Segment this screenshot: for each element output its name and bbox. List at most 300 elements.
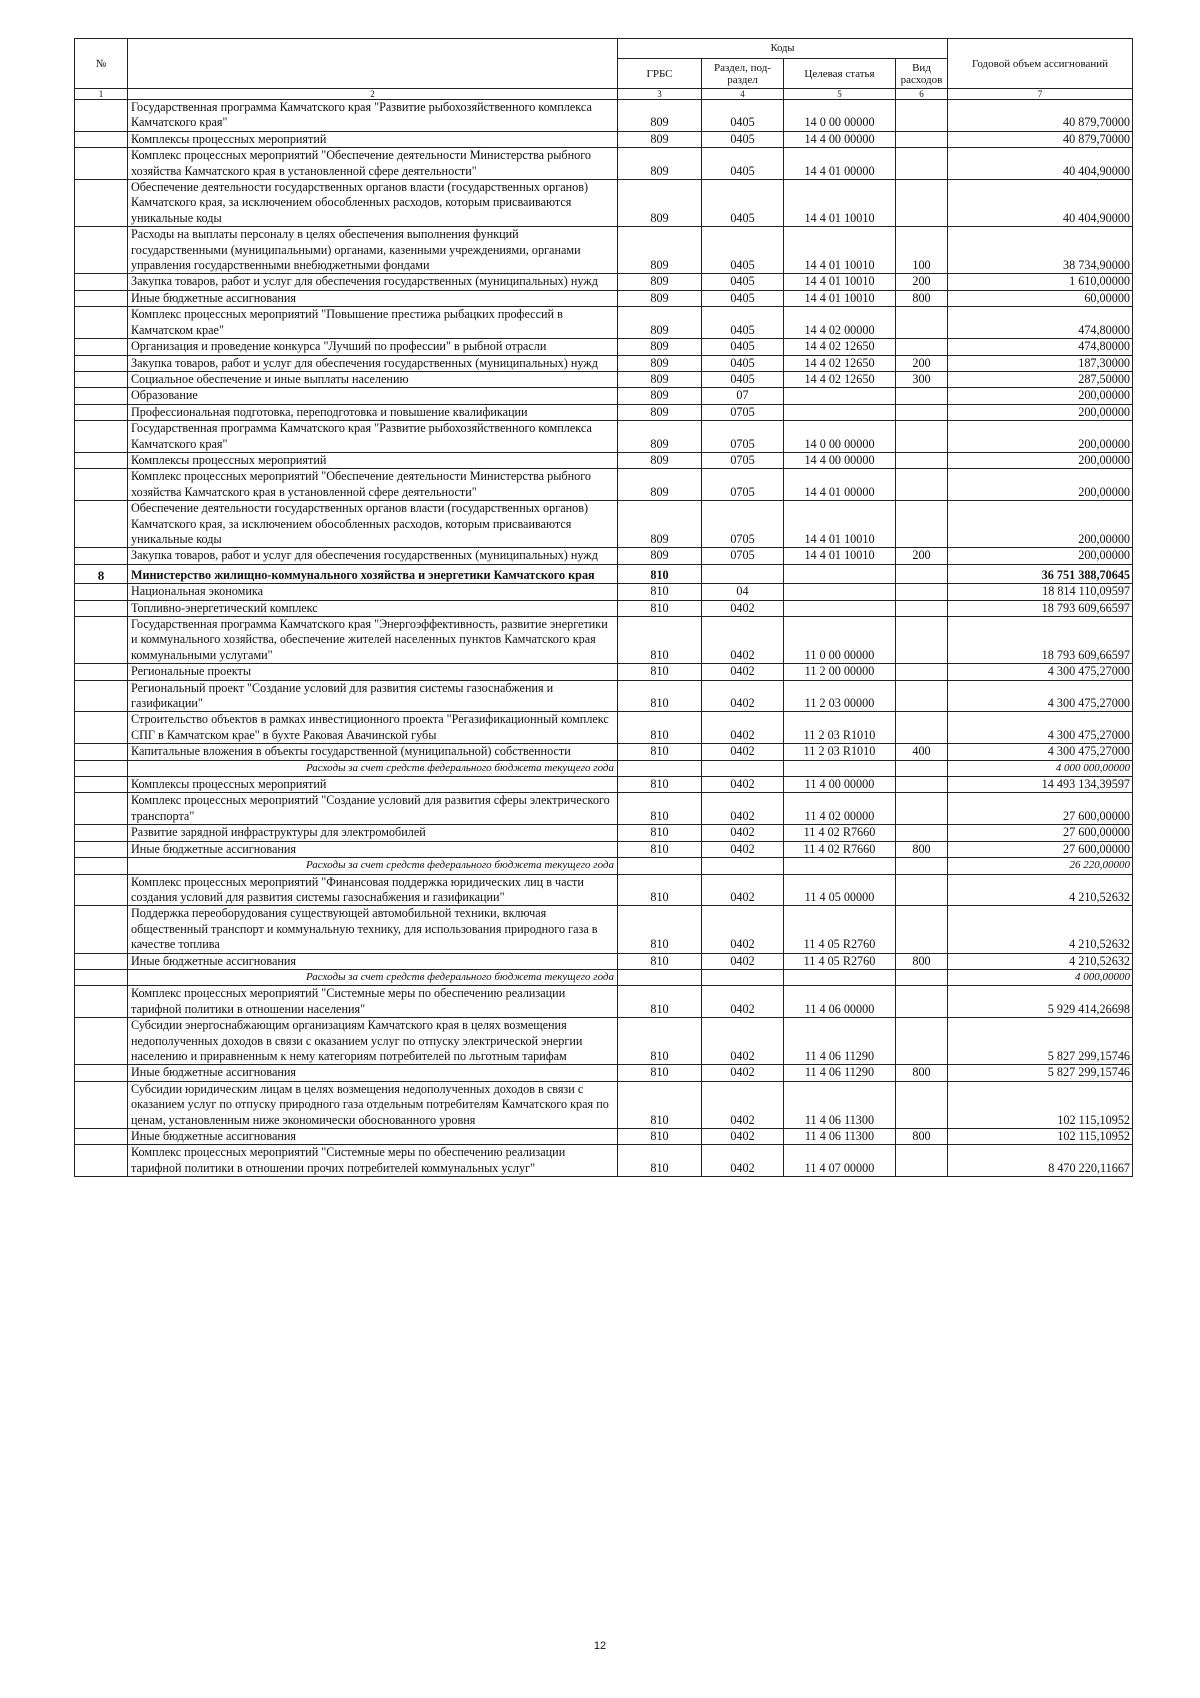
row-target-item [784,858,896,874]
row-name: Комплексы процессных мероприятий [128,452,618,468]
row-name: Иные бюджетные ассигнования [128,841,618,857]
row-section: 0402 [702,1129,784,1145]
row-grbs: 810 [618,874,702,906]
table-row [75,617,1133,664]
row-target-item: 11 4 00 00000 [784,777,896,793]
row-section: 0402 [702,1065,784,1081]
row-number [75,1129,128,1145]
row-target-item [784,564,896,583]
row-expense-type [896,1081,948,1128]
row-grbs: 810 [618,906,702,953]
table-row [75,986,1133,1018]
row-number [75,1065,128,1081]
row-number [75,777,128,793]
table-row [75,290,1133,306]
table-row [75,148,1133,180]
row-name: Расходы за счет средств федерального бюджета текущего года [128,858,618,874]
row-annual-sum: 5 827 299,15746 [948,1065,1133,1081]
row-name: Субсидии юридическим лицам в целях возмещения недополученных доходов в связи с оказанием услуг по отпуску природного газа отдельным потребителям Камчатского края по ценам, установленным ниже экономически обоснованного уровня [128,1081,618,1128]
row-expense-type [896,564,948,583]
table-row [75,1145,1133,1177]
row-annual-sum: 200,00000 [948,421,1133,453]
row-section: 0705 [702,469,784,501]
row-section: 0402 [702,986,784,1018]
row-grbs: 810 [618,617,702,664]
row-expense-type [896,906,948,953]
row-target-item: 11 4 06 11300 [784,1081,896,1128]
row-number [75,1145,128,1177]
row-expense-type [896,339,948,355]
row-name: Комплекс процессных мероприятий "Создание условий для развития сферы электрического транспорта" [128,793,618,825]
row-name: Социальное обеспечение и иные выплаты населению [128,371,618,387]
row-expense-type [896,307,948,339]
row-grbs: 810 [618,841,702,857]
row-section: 0402 [702,600,784,616]
row-number [75,371,128,387]
header-target-item: Целевая статья [784,59,896,89]
row-grbs: 809 [618,404,702,420]
row-expense-type [896,148,948,180]
table-row [75,131,1133,147]
row-target-item [784,404,896,420]
row-section: 0402 [702,664,784,680]
row-section: 0402 [702,617,784,664]
row-annual-sum: 200,00000 [948,388,1133,404]
row-name: Капитальные вложения в объекты государственной (муниципальной) собственности [128,744,618,760]
row-grbs [618,760,702,776]
row-annual-sum: 4 210,52632 [948,953,1133,969]
header-expense-type: Вид расходов [896,59,948,89]
row-section: 0402 [702,1081,784,1128]
row-section [702,858,784,874]
row-expense-type: 800 [896,841,948,857]
row-target-item: 11 2 03 00000 [784,680,896,712]
row-section: 0405 [702,148,784,180]
row-number [75,388,128,404]
row-annual-sum: 102 115,10952 [948,1081,1133,1128]
row-number [75,841,128,857]
row-section: 0402 [702,712,784,744]
row-annual-sum: 200,00000 [948,501,1133,548]
row-name: Иные бюджетные ассигнования [128,1129,618,1145]
row-number [75,421,128,453]
row-section: 0402 [702,680,784,712]
column-number: 6 [896,89,948,100]
row-grbs: 809 [618,421,702,453]
header-number: № [75,39,128,89]
row-target-item [784,760,896,776]
header-section: Раздел, под-раздел [702,59,784,89]
row-annual-sum: 36 751 388,70645 [948,564,1133,583]
table-row [75,1081,1133,1128]
row-target-item: 11 4 06 11300 [784,1129,896,1145]
row-annual-sum: 200,00000 [948,469,1133,501]
row-expense-type: 200 [896,355,948,371]
row-number [75,712,128,744]
row-target-item: 14 0 00 00000 [784,421,896,453]
row-section: 0705 [702,421,784,453]
row-number [75,584,128,600]
row-name: Государственная программа Камчатского края "Энергоэффективность, развитие энергетики и коммунального хозяйства, обеспечение жителей населенных пунктов Камчатского края коммунальными услугами" [128,617,618,664]
row-section [702,969,784,985]
row-target-item: 11 4 02 00000 [784,793,896,825]
row-target-item: 14 4 00 00000 [784,452,896,468]
header-annual-volume: Годовой объем ассигнований [948,39,1133,89]
table-row [75,388,1133,404]
row-name: Обеспечение деятельности государственных органов власти (государственных органов) Камчатского края, за исключением обособленных расходов, которым присваиваются уникальные коды [128,501,618,548]
row-name: Топливно-энергетический комплекс [128,600,618,616]
row-expense-type [896,825,948,841]
row-annual-sum: 287,50000 [948,371,1133,387]
row-annual-sum: 187,30000 [948,355,1133,371]
row-number [75,469,128,501]
table-row [75,355,1133,371]
row-annual-sum: 4 300 475,27000 [948,680,1133,712]
row-grbs: 809 [618,100,702,132]
row-number [75,664,128,680]
row-name: Комплекс процессных мероприятий "Системные меры по обеспечению реализации тарифной политики в отношении прочих потребителей коммунальных услуг" [128,1145,618,1177]
row-number [75,148,128,180]
row-section: 0402 [702,1145,784,1177]
header-name [128,39,618,89]
row-section: 0705 [702,404,784,420]
row-number [75,452,128,468]
row-annual-sum: 4 210,52632 [948,906,1133,953]
row-target-item: 14 4 02 00000 [784,307,896,339]
row-annual-sum: 40 879,70000 [948,100,1133,132]
row-grbs: 810 [618,1018,702,1065]
row-expense-type [896,793,948,825]
row-section: 0405 [702,274,784,290]
budget-table-sheet [74,38,1132,1177]
row-target-item: 14 4 01 00000 [784,469,896,501]
row-grbs: 810 [618,712,702,744]
row-annual-sum: 40 404,90000 [948,180,1133,227]
row-expense-type [896,388,948,404]
row-name: Комплекс процессных мероприятий "Обеспечение деятельности Министерства рыбного хозяйства Камчатского края в установленной сфере деятельности" [128,469,618,501]
row-expense-type [896,777,948,793]
row-expense-type: 400 [896,744,948,760]
row-grbs: 810 [618,1065,702,1081]
row-target-item: 14 4 01 10010 [784,227,896,274]
row-grbs: 810 [618,680,702,712]
row-number [75,404,128,420]
row-grbs: 810 [618,564,702,583]
row-section [702,564,784,583]
row-annual-sum: 27 600,00000 [948,825,1133,841]
row-grbs: 809 [618,290,702,306]
table-row [75,874,1133,906]
row-section: 0705 [702,452,784,468]
row-target-item [784,388,896,404]
row-section: 0405 [702,371,784,387]
row-number [75,307,128,339]
row-name: Региональный проект "Создание условий для развития системы газоснабжения и газификации" [128,680,618,712]
row-expense-type: 800 [896,953,948,969]
row-annual-sum: 4 300 475,27000 [948,744,1133,760]
row-annual-sum: 1 610,00000 [948,274,1133,290]
table-row [75,339,1133,355]
row-grbs: 810 [618,953,702,969]
row-name: Поддержка переоборудования существующей автомобильной техники, включая общественный транспорт и коммунальную технику, для использования природного газа в качестве топлива [128,906,618,953]
table-row [75,1129,1133,1145]
table-row [75,906,1133,953]
row-name: Расходы на выплаты персоналу в целях обеспечения выполнения функций государственными (муниципальными) органами, казенными учреждениями, органами управления государственными внебюджетными фондами [128,227,618,274]
row-annual-sum: 4 300 475,27000 [948,712,1133,744]
row-grbs: 809 [618,148,702,180]
table-row [75,680,1133,712]
table-row [75,421,1133,453]
row-target-item: 11 4 05 00000 [784,874,896,906]
table-body [75,100,1133,1177]
row-name: Комплекс процессных мероприятий "Системные меры по обеспечению реализации тарифной политики в отношении населения" [128,986,618,1018]
row-expense-type [896,617,948,664]
row-number: 8 [75,564,128,583]
row-name: Субсидии энергоснабжающим организациям Камчатского края в целях возмещения недополученных доходов в связи с оказанием услуг по отпуску электрической энергии населению и приравненным к нему категориям потребителей по льготным тарифам [128,1018,618,1065]
row-annual-sum: 8 470 220,11667 [948,1145,1133,1177]
table-row [75,564,1133,583]
row-expense-type [896,712,948,744]
row-annual-sum: 5 827 299,15746 [948,1018,1133,1065]
table-row [75,793,1133,825]
row-target-item [784,584,896,600]
row-number [75,874,128,906]
table-row [75,469,1133,501]
table-row [75,584,1133,600]
row-name: Комплекс процессных мероприятий "Обеспечение деятельности Министерства рыбного хозяйства Камчатского края в установленной сфере деятельности" [128,148,618,180]
row-target-item: 11 4 06 11290 [784,1018,896,1065]
table-row [75,664,1133,680]
row-grbs [618,969,702,985]
row-target-item: 11 4 05 R2760 [784,953,896,969]
row-annual-sum: 5 929 414,26698 [948,986,1133,1018]
row-annual-sum: 14 493 134,39597 [948,777,1133,793]
row-name: Региональные проекты [128,664,618,680]
row-annual-sum: 4 000,00000 [948,969,1133,985]
row-grbs: 810 [618,1129,702,1145]
row-grbs: 809 [618,501,702,548]
table-row [75,404,1133,420]
column-number: 7 [948,89,1133,100]
row-annual-sum: 27 600,00000 [948,793,1133,825]
table-row [75,274,1133,290]
row-section: 0405 [702,180,784,227]
row-expense-type: 100 [896,227,948,274]
row-number [75,617,128,664]
row-name: Иные бюджетные ассигнования [128,953,618,969]
row-expense-type [896,180,948,227]
row-section [702,760,784,776]
row-grbs: 809 [618,388,702,404]
table-row [75,180,1133,227]
row-annual-sum: 40 404,90000 [948,148,1133,180]
row-target-item [784,600,896,616]
row-number [75,131,128,147]
row-number [75,1081,128,1128]
row-expense-type [896,469,948,501]
row-grbs: 809 [618,339,702,355]
row-number [75,760,128,776]
table-note-row [75,858,1133,874]
row-section: 0402 [702,874,784,906]
table-row [75,548,1133,564]
row-section: 0402 [702,1018,784,1065]
row-expense-type [896,969,948,985]
row-grbs: 809 [618,274,702,290]
table-row [75,1018,1133,1065]
row-target-item: 14 4 01 10010 [784,501,896,548]
row-expense-type [896,858,948,874]
row-target-item: 14 0 00 00000 [784,100,896,132]
row-number [75,680,128,712]
row-grbs: 810 [618,664,702,680]
row-expense-type [896,1145,948,1177]
row-number [75,969,128,985]
row-name: Развитие зарядной инфраструктуры для электромобилей [128,825,618,841]
row-grbs: 810 [618,825,702,841]
budget-allocation-table [74,38,1133,1177]
table-row [75,227,1133,274]
row-section: 0405 [702,290,784,306]
row-name: Закупка товаров, работ и услуг для обеспечения государственных (муниципальных) нужд [128,355,618,371]
row-target-item: 11 4 02 R7660 [784,841,896,857]
row-expense-type [896,1018,948,1065]
row-target-item: 11 0 00 00000 [784,617,896,664]
row-expense-type [896,131,948,147]
row-annual-sum: 200,00000 [948,452,1133,468]
row-section: 0402 [702,744,784,760]
row-annual-sum: 18 793 609,66597 [948,617,1133,664]
row-name: Комплекс процессных мероприятий "Повышение престижа рыбацких профессий в Камчатском крае" [128,307,618,339]
row-target-item: 11 4 06 11290 [784,1065,896,1081]
row-grbs: 809 [618,452,702,468]
row-number [75,953,128,969]
row-name: Образование [128,388,618,404]
row-grbs: 809 [618,371,702,387]
row-target-item: 14 4 02 12650 [784,371,896,387]
row-expense-type [896,874,948,906]
table-row [75,1065,1133,1081]
column-numbers-row [75,89,1133,100]
row-section: 0405 [702,131,784,147]
table-row [75,841,1133,857]
row-expense-type [896,100,948,132]
row-number [75,744,128,760]
row-expense-type [896,760,948,776]
row-annual-sum: 27 600,00000 [948,841,1133,857]
row-grbs: 810 [618,744,702,760]
row-target-item: 14 4 02 12650 [784,339,896,355]
row-grbs: 810 [618,986,702,1018]
table-note-row [75,760,1133,776]
row-expense-type: 800 [896,1065,948,1081]
column-number: 1 [75,89,128,100]
row-section: 0402 [702,953,784,969]
row-target-item [784,969,896,985]
row-name: Строительство объектов в рамках инвестиционного проекта "Регазификационный комплекс СПГ в Камчатском крае" в бухте Раковая Авачинской губы [128,712,618,744]
row-target-item: 11 2 00 00000 [784,664,896,680]
row-section: 07 [702,388,784,404]
row-number [75,227,128,274]
row-target-item: 14 4 00 00000 [784,131,896,147]
column-number: 5 [784,89,896,100]
row-annual-sum: 102 115,10952 [948,1129,1133,1145]
row-expense-type: 800 [896,290,948,306]
row-expense-type [896,404,948,420]
row-name: Комплекс процессных мероприятий "Финансовая поддержка юридических лиц в части создания условий для развития системы газоснабжения и газификации" [128,874,618,906]
row-number [75,180,128,227]
row-number [75,339,128,355]
row-number [75,501,128,548]
row-expense-type: 200 [896,274,948,290]
row-expense-type [896,501,948,548]
row-annual-sum: 200,00000 [948,404,1133,420]
column-number: 2 [128,89,618,100]
row-grbs: 810 [618,1081,702,1128]
table-row [75,744,1133,760]
row-name: Расходы за счет средств федерального бюджета текущего года [128,760,618,776]
row-grbs: 809 [618,469,702,501]
row-name: Министерство жилищно-коммунального хозяйства и энергетики Камчатского края [128,564,618,583]
row-target-item: 11 4 02 R7660 [784,825,896,841]
row-number [75,355,128,371]
row-grbs: 809 [618,307,702,339]
row-section: 0705 [702,548,784,564]
row-section: 0402 [702,777,784,793]
row-target-item: 11 2 03 R1010 [784,744,896,760]
column-number: 3 [618,89,702,100]
row-annual-sum: 26 220,00000 [948,858,1133,874]
table-row [75,712,1133,744]
row-number [75,906,128,953]
row-annual-sum: 18 814 110,09597 [948,584,1133,600]
table-row [75,953,1133,969]
row-number [75,1018,128,1065]
row-number [75,986,128,1018]
row-expense-type [896,584,948,600]
row-target-item: 14 4 01 10010 [784,274,896,290]
row-grbs: 810 [618,600,702,616]
row-section: 0402 [702,825,784,841]
row-grbs [618,858,702,874]
row-number [75,100,128,132]
row-grbs: 809 [618,131,702,147]
row-name: Расходы за счет средств федерального бюджета текущего года [128,969,618,985]
row-grbs: 810 [618,1145,702,1177]
row-number [75,548,128,564]
header-grbs: ГРБС [618,59,702,89]
row-target-item: 14 4 02 12650 [784,355,896,371]
row-number [75,793,128,825]
row-annual-sum: 474,80000 [948,339,1133,355]
row-grbs: 809 [618,227,702,274]
row-section: 04 [702,584,784,600]
table-row [75,371,1133,387]
table-row [75,100,1133,132]
row-annual-sum: 4 210,52632 [948,874,1133,906]
row-target-item: 11 4 06 00000 [784,986,896,1018]
row-section: 0402 [702,906,784,953]
row-name: Иные бюджетные ассигнования [128,1065,618,1081]
row-annual-sum: 38 734,90000 [948,227,1133,274]
column-number: 4 [702,89,784,100]
row-target-item: 14 4 01 10010 [784,290,896,306]
row-expense-type [896,421,948,453]
table-row [75,600,1133,616]
row-grbs: 810 [618,584,702,600]
row-name: Национальная экономика [128,584,618,600]
row-annual-sum: 4 000 000,00000 [948,760,1133,776]
